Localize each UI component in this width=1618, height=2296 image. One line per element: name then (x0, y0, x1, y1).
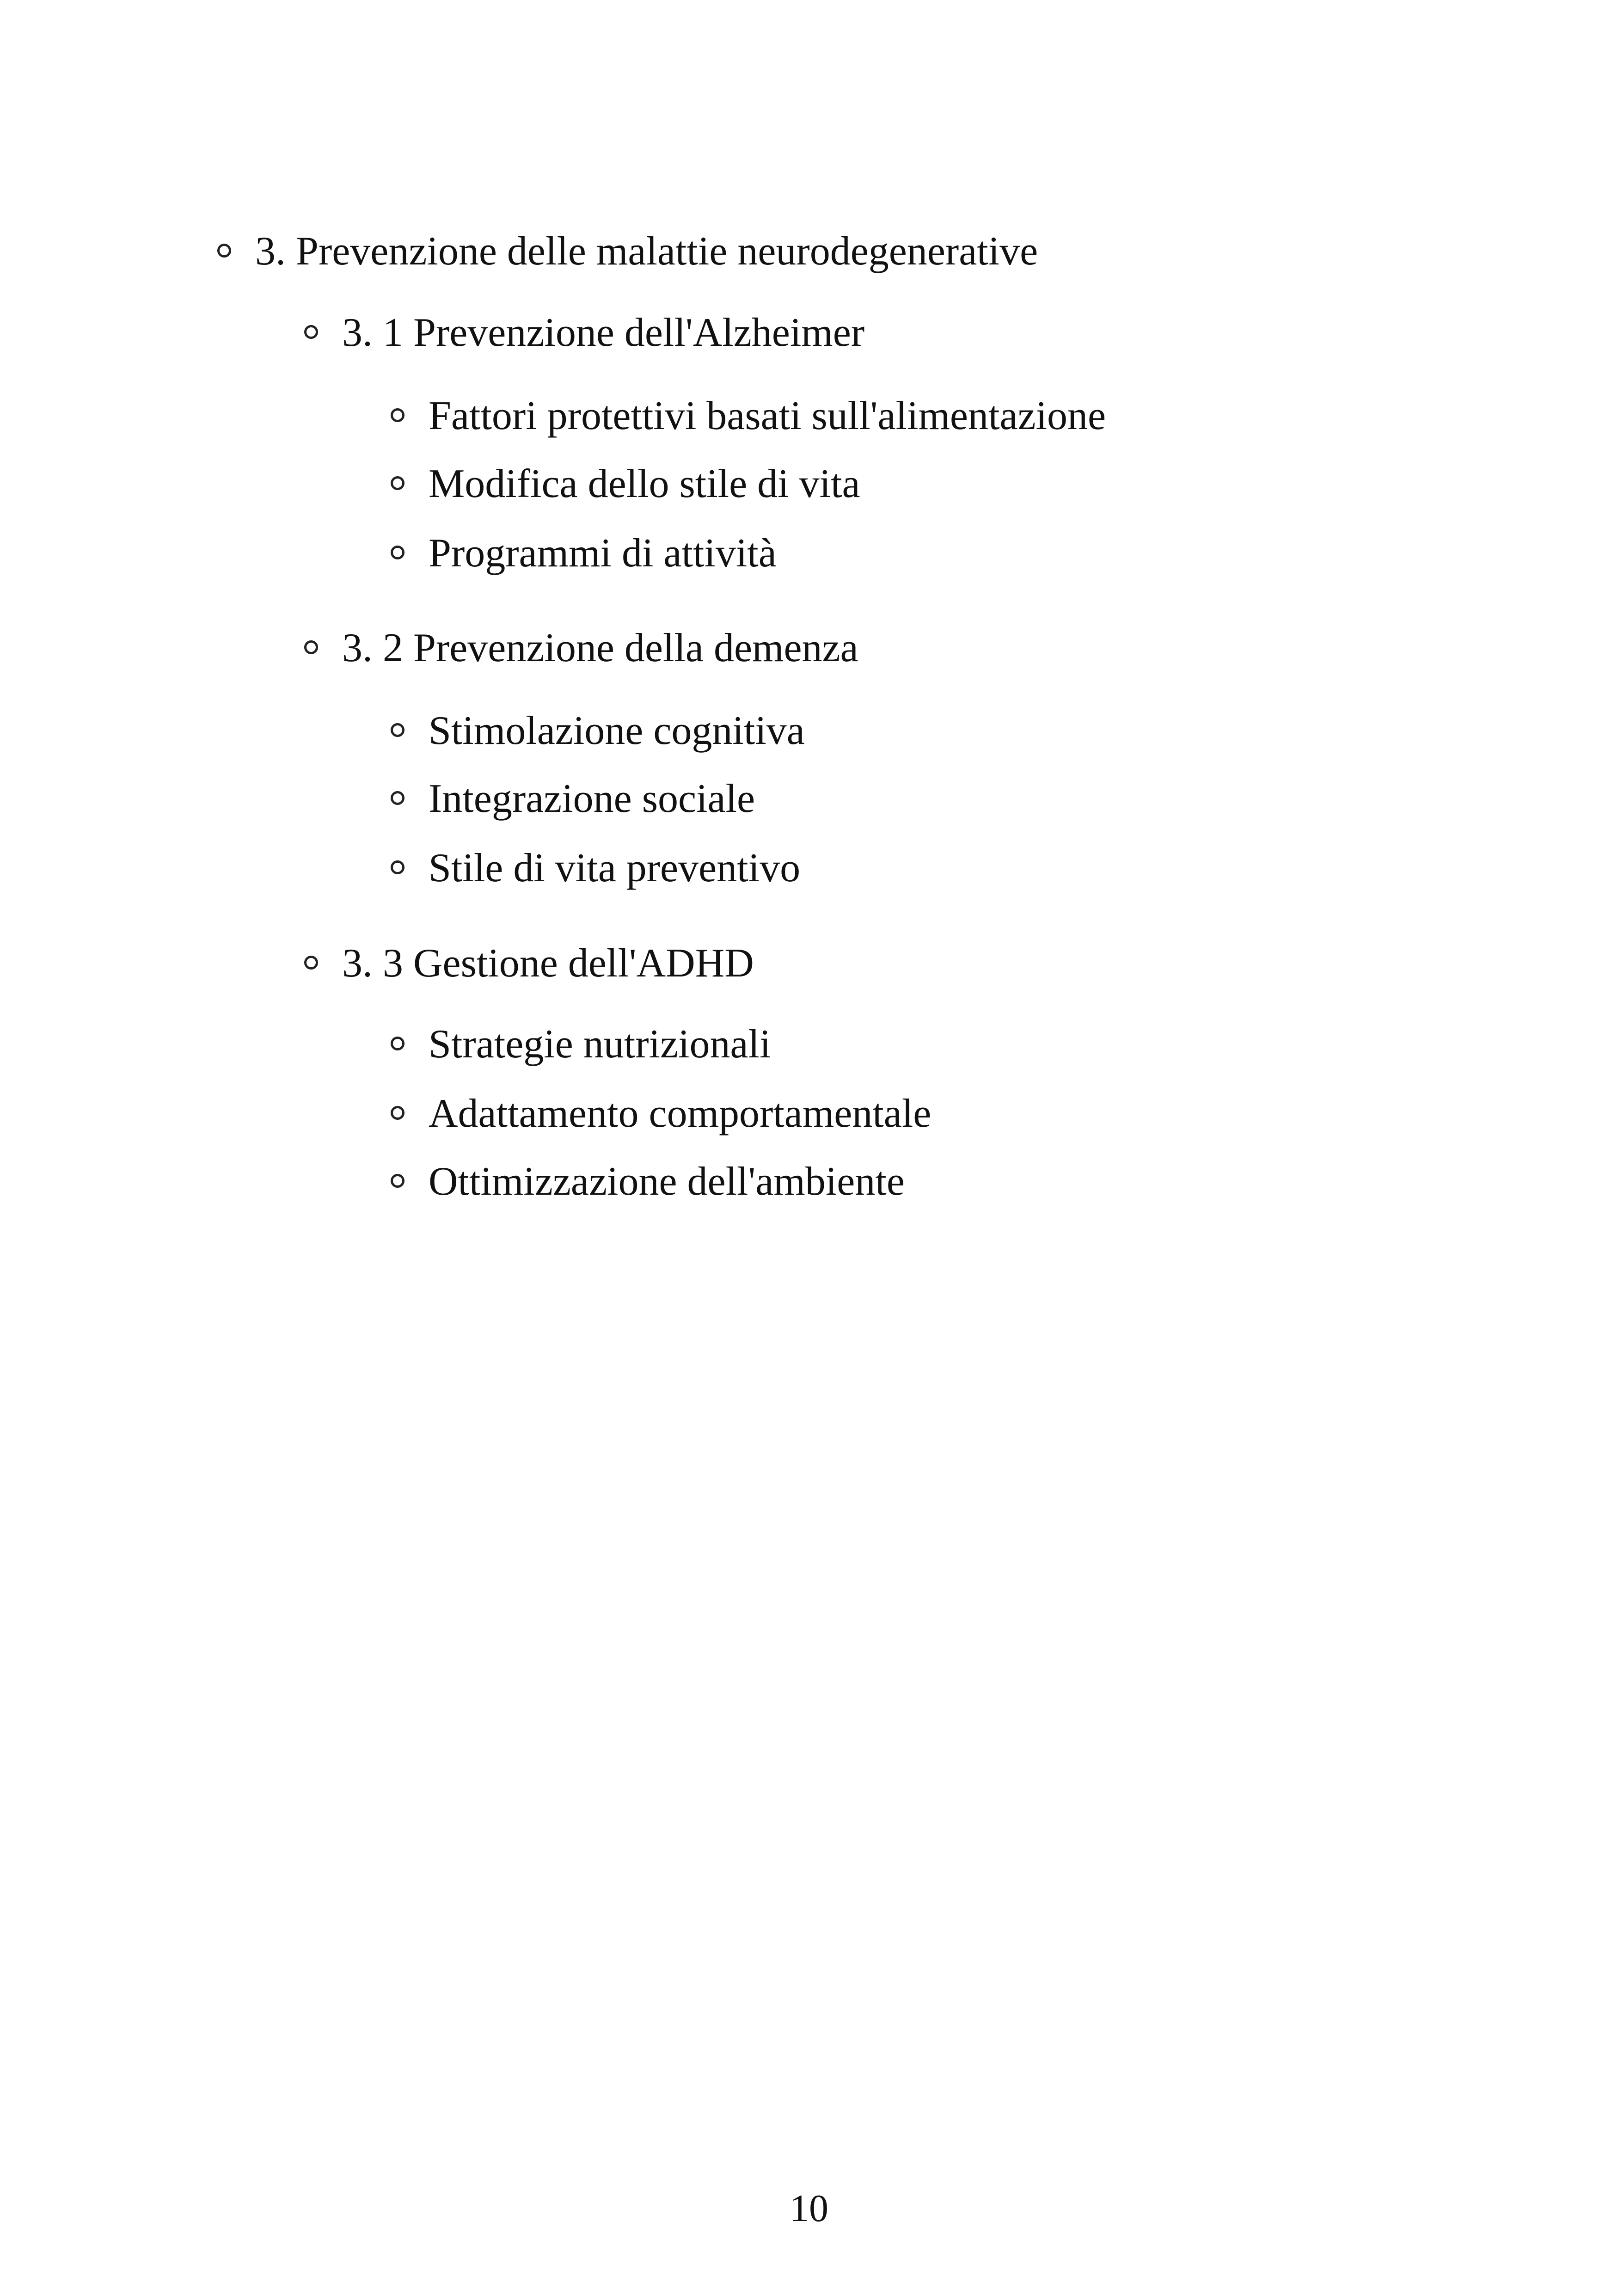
page-number: 10 (790, 2187, 828, 2230)
outline-level-0-item (217, 231, 1038, 272)
hollow-circle-bullet-icon (391, 791, 404, 805)
list-item: Integrazione sociale (429, 776, 755, 821)
outline-level-2-item (391, 393, 1106, 438)
hollow-circle-bullet-icon (391, 723, 404, 737)
hollow-circle-bullet-icon (304, 325, 318, 339)
outline-level-2-item (391, 1024, 771, 1065)
list-item: Programmi di attività (429, 531, 777, 576)
list-item: Stimolazione cognitiva (429, 708, 805, 753)
section-title: 3. Prevenzione delle malattie neurodegenerative (255, 229, 1038, 274)
hollow-circle-bullet-icon (217, 244, 231, 258)
outline-level-2-item (391, 848, 800, 889)
list-item: Ottimizzazione dell'ambiente (429, 1159, 905, 1204)
hollow-circle-bullet-icon (391, 1106, 404, 1120)
hollow-circle-bullet-icon (391, 408, 404, 422)
outline-level-2-item (391, 461, 860, 506)
outline-level-2-item (391, 1093, 931, 1134)
outline-level-1-item (304, 628, 858, 669)
subsection-title: 3. 3 Gestione dell'ADHD (342, 941, 754, 986)
outline-level-1-item (304, 943, 754, 984)
hollow-circle-bullet-icon (391, 546, 404, 559)
list-item: Fattori protettivi basati sull'alimentazione (429, 393, 1106, 438)
hollow-circle-bullet-icon (391, 476, 404, 490)
outline-level-2-item (391, 708, 805, 753)
outline-level-2-item (391, 533, 777, 574)
hollow-circle-bullet-icon (391, 1037, 404, 1050)
subsection-title: 3. 1 Prevenzione dell'Alzheimer (342, 310, 865, 355)
list-item: Adattamento comportamentale (429, 1091, 932, 1136)
hollow-circle-bullet-icon (304, 640, 318, 654)
outline-level-2-item (391, 776, 755, 821)
hollow-circle-bullet-icon (391, 1174, 404, 1188)
hollow-circle-bullet-icon (391, 860, 404, 874)
list-item: Modifica dello stile di vita (429, 461, 860, 506)
list-item: Strategie nutrizionali (429, 1022, 771, 1067)
subsection-title: 3. 2 Prevenzione della demenza (342, 626, 858, 670)
outline-level-2-item (391, 1161, 905, 1202)
outline-level-1-item (304, 310, 865, 355)
hollow-circle-bullet-icon (304, 956, 318, 970)
list-item: Stile di vita preventivo (429, 846, 801, 890)
